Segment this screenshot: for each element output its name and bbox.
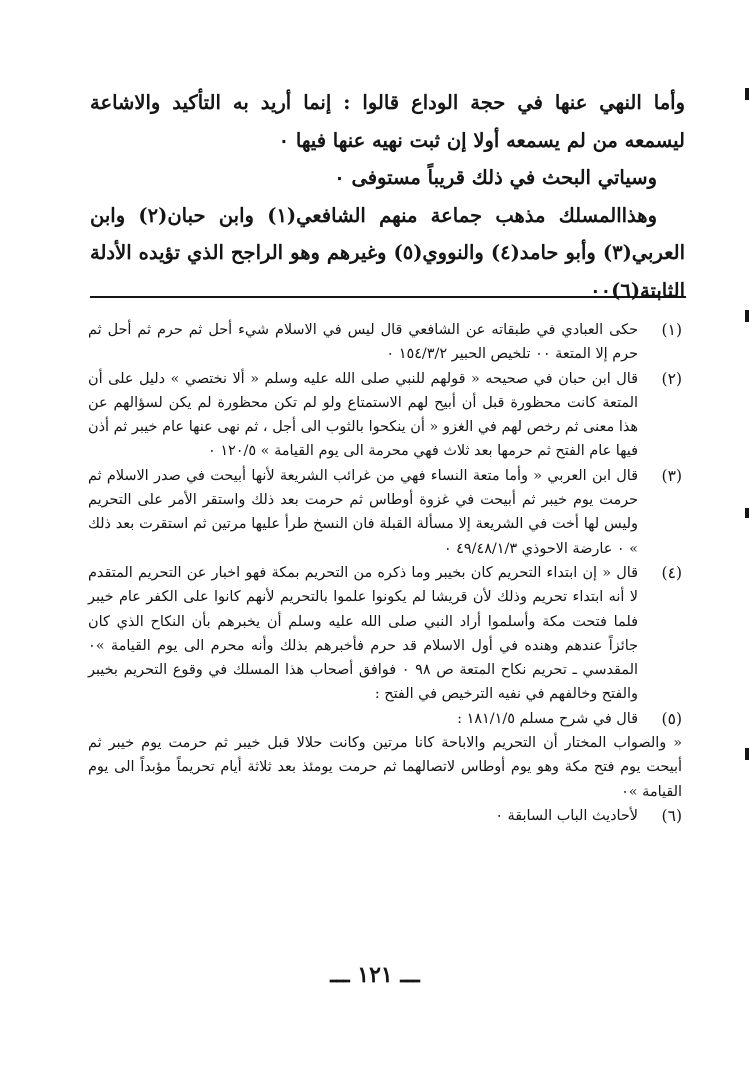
footnote-1 — [88, 318, 682, 367]
footnote-number: (٣) — [661, 466, 682, 485]
footnote-text: حكى العبادي في طبقاته عن الشافعي قال ليس في الاسلام شيء أحل ثم حرم ثم أحل ثم حرم إلا المتعة ٠٠ تلخيص الحبير ١٥٤/٣/٢ ٠ — [88, 322, 638, 363]
footnotes — [88, 318, 682, 828]
main-paragraph: وأما النهي عنها في حجة الوداع قالوا : إنما أريد به التأكيد والاشاعة ليسمعه من لم يسمعه أولا إن ثبت نهيه عنها فيها ٠ — [90, 91, 685, 152]
footnote-5-quote — [88, 731, 682, 804]
footnote-text: قال ابن حبان في صحيحه « قولهم للنبي صلى الله عليه وسلم « ألا نختصي » دليل على أن المتعة كانت محظورة قبل أن أبيح لهم الاستمتاع ولو لم تكن محظورة لم يكن لسؤالهم عن هذا معنى ثم رخص لهم في الغزو « أن ينكحوا بالثوب الى أجل ، ثم نهى عنها عام خيبر ثم أذن فيها عام الفتح ثم حرمها بعد ثلاث فهي محرمة الى يوم القيامة » ١٢٠/٥ ٠ — [88, 370, 638, 460]
footnote-text: « والصواب المختار أن التحريم والاباحة كانا مرتين وكانت حلالا قبل خيبر ثم حرمت يوم خيبر ثم أبيحت يوم فتح مكة وهو يوم أوطاس لاتصالهما ثم حرمت يومئذ بعد ثلاثة أيام تحريماً مؤبداً الى يوم القيامة »٠ — [88, 735, 682, 800]
footnote-text: لأحاديث الباب السابقة ٠ — [495, 807, 638, 824]
footnote-5 — [88, 707, 682, 731]
footnote-text: قال « إن ابتداء التحريم كان بخيبر وما ذكره من التحريم بمكة فهو اخبار عن التحريم المتقدم لا أنه ابتداء تحريم وذلك لأن قريشا لم يكونوا علموا بالتحريم لأنهم كانوا على الكفر عام خيبر فلما فتحت مكة وأسلموا أراد النبي صلى الله عليه وسلم أن يخبرهم بأن النكاح الذي كان جائزاً عندهم وهنده في أول الاسلام قد حرم فأخبرهم بذلك وأنه محرم الى يوم القيامة »٠ المقدسي ـ تحريم نكاح المتعة ص ٩٨ ٠ فوافق أصحاب هذا المسلك في وقوع التحريم بخيبر والفتح وخالفهم في نفيه الترخيص في الفتح : — [88, 564, 638, 703]
edge-mark — [745, 748, 749, 760]
footnote-text: قال في شرح مسلم ١٨١/١/٥ : — [457, 710, 638, 727]
footnote-4 — [88, 561, 682, 707]
main-text — [90, 84, 685, 309]
edge-mark — [745, 310, 749, 322]
edge-mark — [745, 88, 749, 100]
footnote-3 — [88, 464, 682, 561]
footnote-number: (٤) — [661, 563, 682, 582]
main-paragraph: وسياتي البحث في ذلك قريباً مستوفى ٠ — [334, 166, 657, 189]
footnote-separator — [90, 296, 686, 298]
footnote-6 — [88, 804, 682, 828]
edge-mark — [745, 508, 749, 518]
footnote-number: (١) — [661, 321, 682, 339]
footnote-2 — [88, 367, 682, 464]
footnote-number: (٥) — [661, 709, 682, 728]
footnote-number: (٢) — [661, 369, 682, 388]
footnote-text: قال ابن العربي « وأما متعة النساء فهي من غرائب الشريعة لأنها أبيحت في صدر الاسلام ثم حرمت يوم خيبر ثم أبيحت في غزوة أوطاس ثم حرمت بعد ذلك واستقر الأمر على التحريم وليس لها أخت في الشريعة إلا مسألة القبلة فان النسخ طرأ عليها مرتين ثم استقرت بعد ذلك » ٠ عارضة الاحوذي ٤٩/٤٨/١/٣ ٠ — [88, 467, 638, 557]
footnote-number: (٦) — [661, 806, 682, 825]
page-number: ـــ ١٢١ ـــ — [330, 962, 420, 988]
main-paragraph: وهذاالمسلك مذهب جماعة منهم الشافعي(١) وابن حبان(٢) وابن العربي(٣) وأبو حامد(٤) والنووي(٥) وغيرهم وهو الراجح الذي تؤيده الأدلة الثابتة(٦)٠٠ — [90, 203, 685, 302]
